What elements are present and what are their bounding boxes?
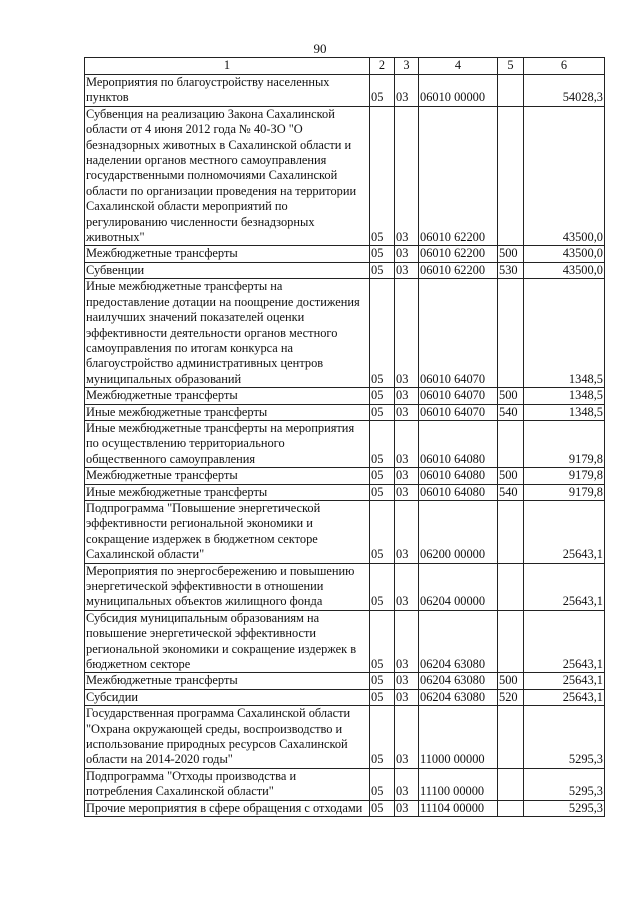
subsection-code: 03 <box>395 262 419 278</box>
column-header: 3 <box>395 58 419 75</box>
amount: 5295,3 <box>524 800 605 816</box>
column-header: 1 <box>85 58 370 75</box>
expense-type-code: 500 <box>498 673 524 689</box>
section-code: 05 <box>370 484 395 500</box>
row-name: Иные межбюджетные трансферты <box>85 404 370 420</box>
row-name: Иные межбюджетные трансферты на предоставление дотации на поощрение достижения наилучших значений показателей оценки эффективности деятельности органов местного самоуправления по итогам конкурса на благоустройство административных центров муниципальных образований <box>85 279 370 388</box>
subsection-code: 03 <box>395 689 419 705</box>
amount: 9179,8 <box>524 468 605 484</box>
target-article-code: 06010 64080 <box>419 484 498 500</box>
expense-type-code <box>498 420 524 467</box>
expense-type-code <box>498 800 524 816</box>
table-row <box>85 800 605 816</box>
amount: 25643,1 <box>524 689 605 705</box>
table-header-row <box>85 58 605 75</box>
subsection-code: 03 <box>395 279 419 388</box>
subsection-code: 03 <box>395 420 419 467</box>
expense-type-code <box>498 500 524 563</box>
target-article-code: 06010 64080 <box>419 420 498 467</box>
expense-type-code: 500 <box>498 388 524 404</box>
row-name: Субсидии <box>85 689 370 705</box>
subsection-code: 03 <box>395 388 419 404</box>
target-article-code: 11104 00000 <box>419 800 498 816</box>
target-article-code: 06204 00000 <box>419 563 498 610</box>
section-code: 05 <box>370 420 395 467</box>
expense-type-code <box>498 106 524 246</box>
table-row <box>85 468 605 484</box>
subsection-code: 03 <box>395 563 419 610</box>
target-article-code: 06010 64070 <box>419 404 498 420</box>
subsection-code: 03 <box>395 800 419 816</box>
amount: 5295,3 <box>524 706 605 769</box>
subsection-code: 03 <box>395 673 419 689</box>
table-row <box>85 262 605 278</box>
table-row <box>85 689 605 705</box>
table-row <box>85 246 605 262</box>
table-row <box>85 610 605 673</box>
section-code: 05 <box>370 262 395 278</box>
amount: 1348,5 <box>524 388 605 404</box>
amount: 43500,0 <box>524 246 605 262</box>
row-name: Прочие мероприятия в сфере обращения с отходами <box>85 800 370 816</box>
expense-type-code: 540 <box>498 484 524 500</box>
section-code: 05 <box>370 610 395 673</box>
row-name: Иные межбюджетные трансферты на мероприятия по осуществлению территориального общественного самоуправления <box>85 420 370 467</box>
amount: 1348,5 <box>524 279 605 388</box>
target-article-code: 11100 00000 <box>419 768 498 800</box>
row-name: Межбюджетные трансферты <box>85 246 370 262</box>
amount: 9179,8 <box>524 420 605 467</box>
expense-type-code: 520 <box>498 689 524 705</box>
row-name: Подпрограмма "Отходы производства и потребления Сахалинской области" <box>85 768 370 800</box>
section-code: 05 <box>370 689 395 705</box>
expense-type-code <box>498 75 524 107</box>
row-name: Мероприятия по энергосбережению и повышению энергетической эффективности в отношении муниципальных объектов жилищного фонда <box>85 563 370 610</box>
target-article-code: 06010 00000 <box>419 75 498 107</box>
table-row <box>85 706 605 769</box>
subsection-code: 03 <box>395 404 419 420</box>
column-header: 4 <box>419 58 498 75</box>
amount: 5295,3 <box>524 768 605 800</box>
table-row <box>85 106 605 246</box>
section-code: 05 <box>370 388 395 404</box>
table-row <box>85 500 605 563</box>
amount: 25643,1 <box>524 500 605 563</box>
column-header: 5 <box>498 58 524 75</box>
section-code: 05 <box>370 404 395 420</box>
row-name: Межбюджетные трансферты <box>85 673 370 689</box>
page-number: 90 <box>313 41 327 56</box>
section-code: 05 <box>370 563 395 610</box>
amount: 54028,3 <box>524 75 605 107</box>
expense-type-code: 540 <box>498 404 524 420</box>
row-name: Межбюджетные трансферты <box>85 388 370 404</box>
table-row <box>85 420 605 467</box>
table-row <box>85 388 605 404</box>
section-code: 05 <box>370 106 395 246</box>
amount: 1348,5 <box>524 404 605 420</box>
expense-type-code: 500 <box>498 468 524 484</box>
subsection-code: 03 <box>395 610 419 673</box>
amount: 25643,1 <box>524 563 605 610</box>
expense-type-code <box>498 768 524 800</box>
subsection-code: 03 <box>395 500 419 563</box>
target-article-code: 06010 62200 <box>419 246 498 262</box>
target-article-code: 06200 00000 <box>419 500 498 563</box>
section-code: 05 <box>370 706 395 769</box>
row-name: Субвенции <box>85 262 370 278</box>
target-article-code: 06010 64080 <box>419 468 498 484</box>
row-name: Иные межбюджетные трансферты <box>85 484 370 500</box>
section-code: 05 <box>370 673 395 689</box>
row-name: Мероприятия по благоустройству населенных пунктов <box>85 75 370 107</box>
section-code: 05 <box>370 768 395 800</box>
table-row <box>85 75 605 107</box>
column-header: 2 <box>370 58 395 75</box>
subsection-code: 03 <box>395 75 419 107</box>
section-code: 05 <box>370 246 395 262</box>
target-article-code: 06204 63080 <box>419 689 498 705</box>
amount: 9179,8 <box>524 484 605 500</box>
subsection-code: 03 <box>395 768 419 800</box>
amount: 25643,1 <box>524 610 605 673</box>
target-article-code: 06010 62200 <box>419 262 498 278</box>
row-name: Субвенция на реализацию Закона Сахалинской области от 4 июня 2012 года № 40-ЗО "О безнадзорных животных в Сахалинской области и наделении органов местного самоуправления государственными полномочиями Сахалинской области по организации проведения на территории Сахалинской области мероприятий по регулированию численности безнадзорных животных" <box>85 106 370 246</box>
expense-type-code <box>498 610 524 673</box>
column-header: 6 <box>524 58 605 75</box>
expense-type-code <box>498 279 524 388</box>
target-article-code: 06204 63080 <box>419 610 498 673</box>
amount: 25643,1 <box>524 673 605 689</box>
subsection-code: 03 <box>395 706 419 769</box>
section-code: 05 <box>370 500 395 563</box>
row-name: Государственная программа Сахалинской области "Охрана окружающей среды, воспроизводство и использование природных ресурсов Сахалинской области на 2014-2020 годы" <box>85 706 370 769</box>
table-row <box>85 563 605 610</box>
section-code: 05 <box>370 800 395 816</box>
target-article-code: 06010 64070 <box>419 279 498 388</box>
row-name: Субсидия муниципальным образованиям на повышение энергетической эффективности региональной экономики и сокращение издержек в бюджетном секторе <box>85 610 370 673</box>
budget-table <box>84 57 605 817</box>
table-row <box>85 768 605 800</box>
target-article-code: 06010 64070 <box>419 388 498 404</box>
section-code: 05 <box>370 75 395 107</box>
expense-type-code: 530 <box>498 262 524 278</box>
section-code: 05 <box>370 468 395 484</box>
expense-type-code <box>498 706 524 769</box>
table-row <box>85 279 605 388</box>
target-article-code: 06204 63080 <box>419 673 498 689</box>
expense-type-code: 500 <box>498 246 524 262</box>
row-name: Подпрограмма "Повышение энергетической эффективности региональной экономики и сокращение издержек в бюджетном секторе Сахалинской области" <box>85 500 370 563</box>
table-row <box>85 404 605 420</box>
amount: 43500,0 <box>524 106 605 246</box>
target-article-code: 06010 62200 <box>419 106 498 246</box>
expense-type-code <box>498 563 524 610</box>
subsection-code: 03 <box>395 484 419 500</box>
subsection-code: 03 <box>395 468 419 484</box>
subsection-code: 03 <box>395 106 419 246</box>
table-row <box>85 484 605 500</box>
amount: 43500,0 <box>524 262 605 278</box>
row-name: Межбюджетные трансферты <box>85 468 370 484</box>
table-row <box>85 673 605 689</box>
section-code: 05 <box>370 279 395 388</box>
subsection-code: 03 <box>395 246 419 262</box>
target-article-code: 11000 00000 <box>419 706 498 769</box>
